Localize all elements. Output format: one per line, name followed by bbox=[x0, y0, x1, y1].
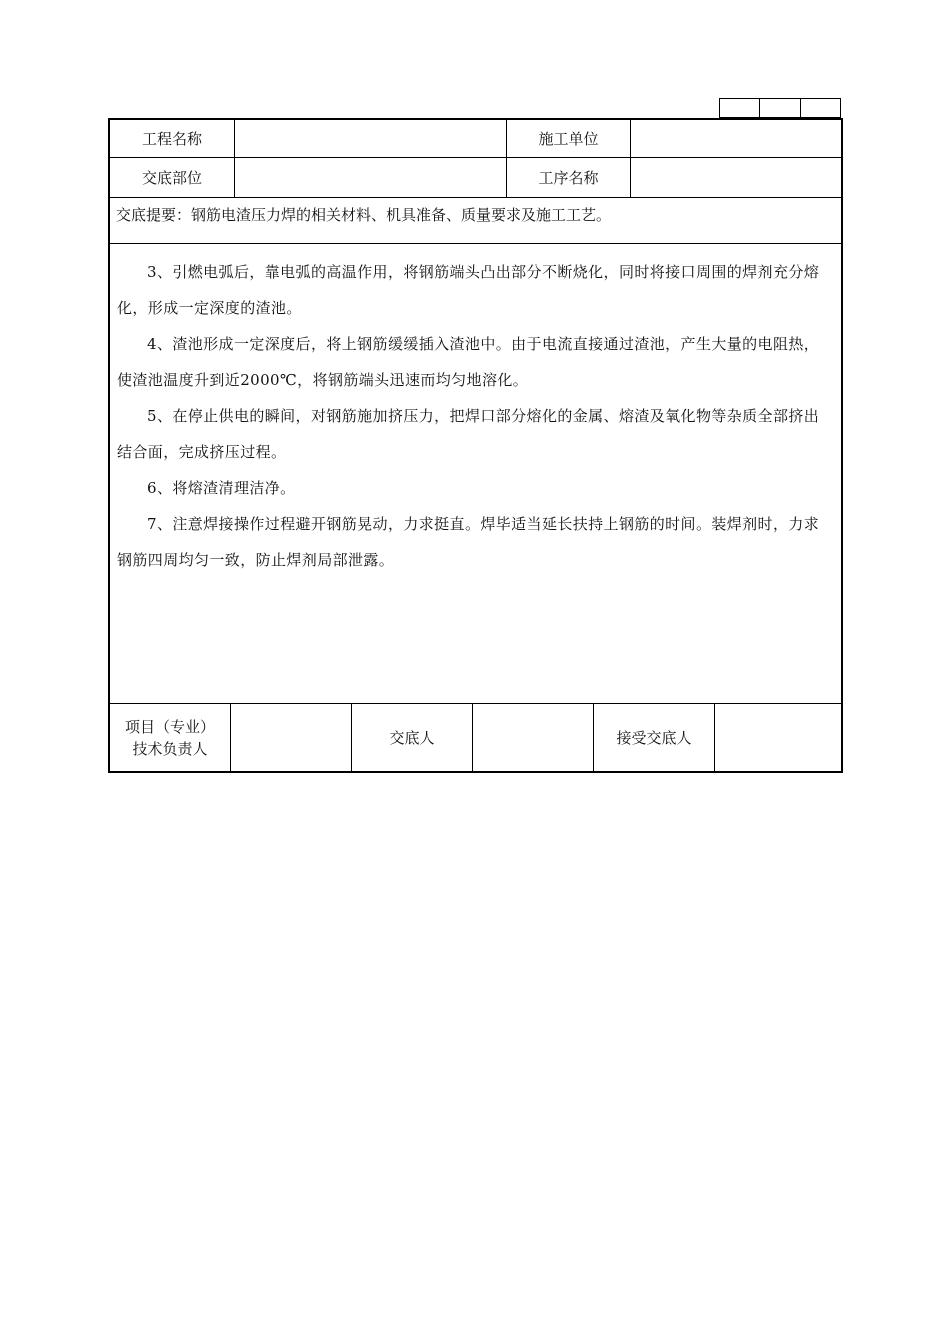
code-box bbox=[760, 99, 800, 117]
tech-lead-label-line2: 技术负责人 bbox=[132, 739, 208, 758]
document-code-boxes bbox=[719, 98, 841, 118]
code-box bbox=[720, 99, 760, 117]
construction-unit-label: 施工单位 bbox=[507, 120, 631, 157]
discloser-label: 交底人 bbox=[352, 704, 473, 771]
briefing-part-field[interactable] bbox=[235, 158, 507, 197]
row-project-name bbox=[110, 120, 841, 158]
row-summary bbox=[110, 198, 841, 244]
project-name-field[interactable] bbox=[235, 120, 507, 157]
technical-briefing-form bbox=[108, 118, 843, 773]
process-name-field[interactable] bbox=[631, 158, 841, 197]
tech-lead-label-line1: 项目（专业） bbox=[124, 717, 215, 736]
content-paragraph: 7、注意焊接操作过程避开钢筋晃动，力求挺直。焊毕适当延长扶持上钢筋的时间。装焊剂时，力求钢筋四周均匀一致，防止焊剂局部泄露。 bbox=[117, 515, 820, 569]
content-paragraph: 4、渣池形成一定深度后，将上钢筋缓缓插入渣池中。由于电流直接通过渣池，产生大量的电阻热，使渣池温度升到近2000℃，将钢筋端头迅速而均匀地溶化。 bbox=[117, 335, 820, 389]
tech-lead-label bbox=[110, 704, 231, 771]
process-name-label: 工序名称 bbox=[507, 158, 631, 197]
code-box bbox=[801, 99, 840, 117]
discloser-signature-field[interactable] bbox=[473, 704, 594, 771]
receiver-signature-field[interactable] bbox=[715, 704, 841, 771]
project-name-label: 工程名称 bbox=[110, 120, 235, 157]
tech-lead-signature-field[interactable] bbox=[231, 704, 352, 771]
content-paragraph: 6、将熔渣清理洁净。 bbox=[147, 479, 296, 497]
content-paragraph: 3、引燃电弧后，靠电弧的高温作用，将钢筋端头凸出部分不断烧化，同时将接口周围的焊剂充分熔化，形成一定深度的渣池。 bbox=[117, 263, 820, 317]
row-briefing-part bbox=[110, 158, 841, 198]
receiver-label: 接受交底人 bbox=[594, 704, 715, 771]
briefing-summary: 交底提要：钢筋电渣压力焊的相关材料、机具准备、质量要求及施工工艺。 bbox=[116, 206, 612, 224]
briefing-content bbox=[110, 244, 841, 704]
signature-row bbox=[110, 704, 841, 771]
content-paragraph: 5、在停止供电的瞬间，对钢筋施加挤压力，把焊口部分熔化的金属、熔渣及氧化物等杂质全部挤出结合面，完成挤压过程。 bbox=[117, 407, 820, 461]
briefing-part-label: 交底部位 bbox=[110, 158, 235, 197]
construction-unit-field[interactable] bbox=[631, 120, 841, 157]
